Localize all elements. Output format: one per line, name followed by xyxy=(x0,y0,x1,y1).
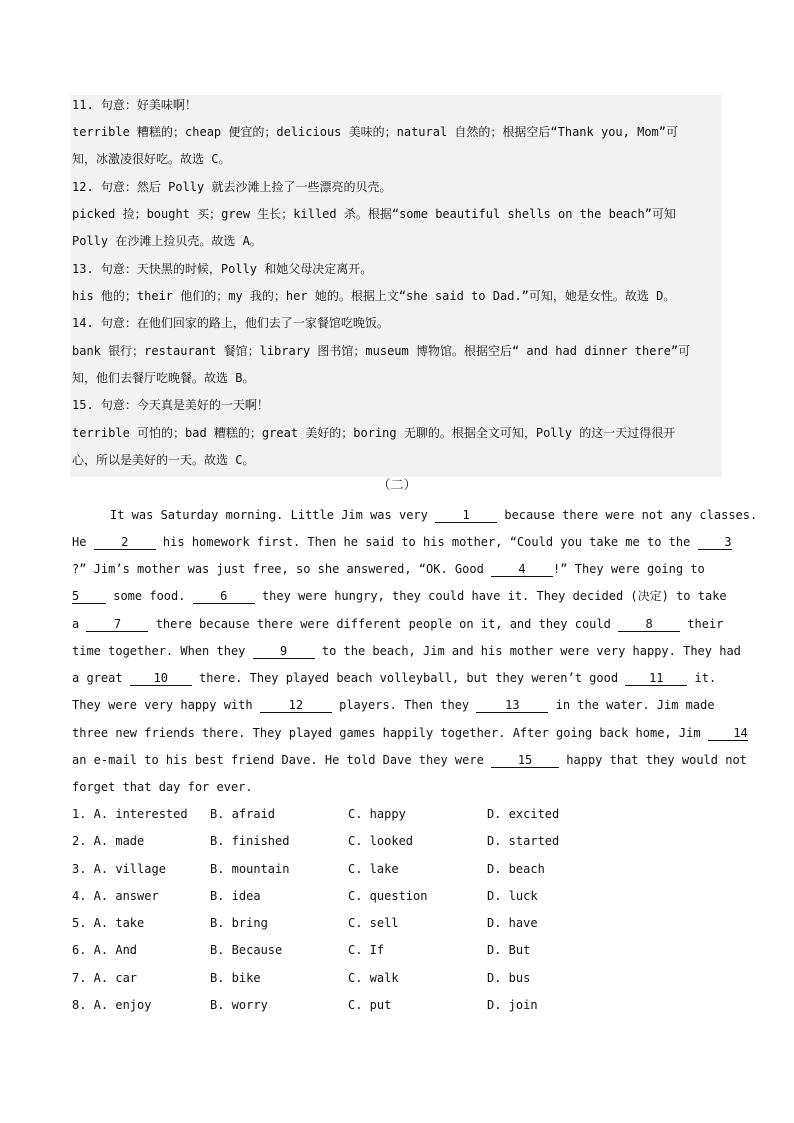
blank-2: 2 xyxy=(94,535,156,550)
passage-text: it. xyxy=(694,671,717,685)
option-b: B. mountain xyxy=(210,862,290,876)
option-c: C. sell xyxy=(348,916,399,930)
passage-text: to the beach, Jim and his mother were very happy. They had xyxy=(321,644,741,658)
option-c: C. lake xyxy=(348,862,399,876)
passage-line xyxy=(72,616,722,632)
passage-text: a great xyxy=(72,671,123,685)
option-a: 8. A. enjoy xyxy=(72,998,152,1012)
option-d: D. luck xyxy=(487,889,538,903)
option-b: B. Because xyxy=(210,943,283,957)
passage-line xyxy=(72,588,727,604)
blank-1: 1 xyxy=(435,508,497,523)
explanation-line: his 他的；their 他们的；my 我的；her 她的。根据上文“she said to Dad.”可知，她是女性。故选 D。 xyxy=(72,289,676,303)
passage-line xyxy=(72,725,748,741)
option-b: B. idea xyxy=(210,889,261,903)
explanation-line: terrible 可怕的；bad 糟糕的；great 美好的；boring 无聊的。根据全文可知，Polly 的这一天过得很开 xyxy=(72,426,676,440)
blank-12: 12 xyxy=(260,698,332,713)
passage-text: happy that they would not xyxy=(566,753,747,767)
passage-line xyxy=(72,507,758,523)
passage-text: an e-mail to his best friend Dave. He told Dave they were xyxy=(72,753,484,767)
option-b: B. worry xyxy=(210,998,268,1012)
option-d: D. beach xyxy=(487,862,545,876)
passage-text: they were hungry, they could have it. They decided (决定) to take xyxy=(261,589,727,603)
option-a: 1. A. interested xyxy=(72,807,188,821)
passage-text: They were very happy with xyxy=(72,698,253,712)
blank-10: 10 xyxy=(130,671,192,686)
option-c: C. happy xyxy=(348,807,406,821)
explanation-line: bank 银行；restaurant 餐馆；library 图书馆；museum 博物馆。根据空后“ and had dinner there”可 xyxy=(72,344,691,358)
option-c: C. If xyxy=(348,943,385,957)
passage-text: It was Saturday morning. Little Jim was very xyxy=(110,508,428,522)
explanation-line: terrible 糟糕的；cheap 便宜的；delicious 美味的；natural 自然的；根据空后“Thank you, Mom”可 xyxy=(72,125,679,139)
passage-line xyxy=(72,561,722,577)
explanation-line: 15. 句意：今天真是美好的一天啊！ xyxy=(72,398,269,412)
passage-line xyxy=(72,643,741,659)
option-d: D. join xyxy=(487,998,538,1012)
passage-text: their xyxy=(687,617,724,631)
option-d: D. But xyxy=(487,943,531,957)
blank-14: 14 xyxy=(708,726,748,741)
blank-7: 7 xyxy=(86,617,148,632)
explanation-line: 11. 句意：好美味啊！ xyxy=(72,98,197,112)
option-a: 3. A. village xyxy=(72,862,166,876)
explanation-line: 14. 句意：在他们回家的路上，他们去了一家餐馆吃晚饭。 xyxy=(72,316,389,330)
blank-3: 3 xyxy=(698,535,732,550)
option-b: B. afraid xyxy=(210,807,276,821)
option-b: B. bike xyxy=(210,971,261,985)
explanation-line: Polly 在沙滩上捡贝壳。故选 A。 xyxy=(72,234,262,248)
passage-text: three new friends there. They played games happily together. After going back home, Jim xyxy=(72,726,701,740)
explanation-line: 12. 句意：然后 Polly 就去沙滩上捡了一些漂亮的贝壳。 xyxy=(72,180,392,194)
option-c: C. walk xyxy=(348,971,399,985)
option-a: 5. A. take xyxy=(72,916,145,930)
option-d: D. have xyxy=(487,916,538,930)
passage-text: time together. When they xyxy=(72,644,246,658)
passage-text: in the water. Jim made xyxy=(555,698,715,712)
explanation-line: 心，所以是美好的一天。故选 C。 xyxy=(72,453,255,467)
passage-text: !” They were going to xyxy=(553,562,705,576)
blank-9: 9 xyxy=(253,644,315,659)
blank-5: 5 xyxy=(72,589,106,604)
passage-text: there because there were different people on it, and they could xyxy=(155,617,611,631)
option-a: 7. A. car xyxy=(72,971,138,985)
option-c: C. question xyxy=(348,889,428,903)
blank-13: 13 xyxy=(476,698,548,713)
blank-6: 6 xyxy=(193,589,255,604)
passage-line xyxy=(72,670,722,686)
explanation-line: 知，冰激凌很好吃。故选 C。 xyxy=(72,152,231,166)
blank-11: 11 xyxy=(625,671,687,686)
option-a: 2. A. made xyxy=(72,834,145,848)
option-d: D. excited xyxy=(487,807,560,821)
option-d: D. bus xyxy=(487,971,531,985)
option-c: C. put xyxy=(348,998,392,1012)
section-title: （二） xyxy=(377,478,417,493)
passage-line: forget that day for ever. xyxy=(72,780,253,794)
explanation-line: picked 捡；bought 买；grew 生长；killed 杀。根据“some beautiful shells on the beach”可知 xyxy=(72,207,676,221)
passage-text: He xyxy=(72,535,87,549)
passage-line xyxy=(72,752,747,768)
option-a: 6. A. And xyxy=(72,943,138,957)
passage-text: because there were not any classes. xyxy=(504,508,758,522)
passage-text: a xyxy=(72,617,80,631)
explanation-line: 知，他们去餐厅吃晚餐。故选 B。 xyxy=(72,371,255,385)
passage-text: there. They played beach volleyball, but they weren’t good xyxy=(199,671,619,685)
passage-line xyxy=(72,697,722,713)
answer-explanations-box xyxy=(70,95,722,477)
passage-text: his homework first. Then he said to his mother, “Could you take me to the xyxy=(162,535,691,549)
blank-15: 15 xyxy=(491,753,559,768)
explanation-line: 13. 句意：天快黑的时候，Polly 和她父母决定离开。 xyxy=(72,262,373,276)
option-a: 4. A. answer xyxy=(72,889,159,903)
blank-4: 4 xyxy=(491,562,553,577)
option-b: B. finished xyxy=(210,834,290,848)
passage-text: ?” Jim’s mother was just free, so she answered, “OK. Good xyxy=(72,562,484,576)
blank-8: 8 xyxy=(618,617,680,632)
passage-text: some food. xyxy=(113,589,186,603)
option-c: C. looked xyxy=(348,834,414,848)
passage-text: players. Then they xyxy=(339,698,470,712)
passage-line xyxy=(72,534,732,550)
option-d: D. started xyxy=(487,834,560,848)
option-b: B. bring xyxy=(210,916,268,930)
